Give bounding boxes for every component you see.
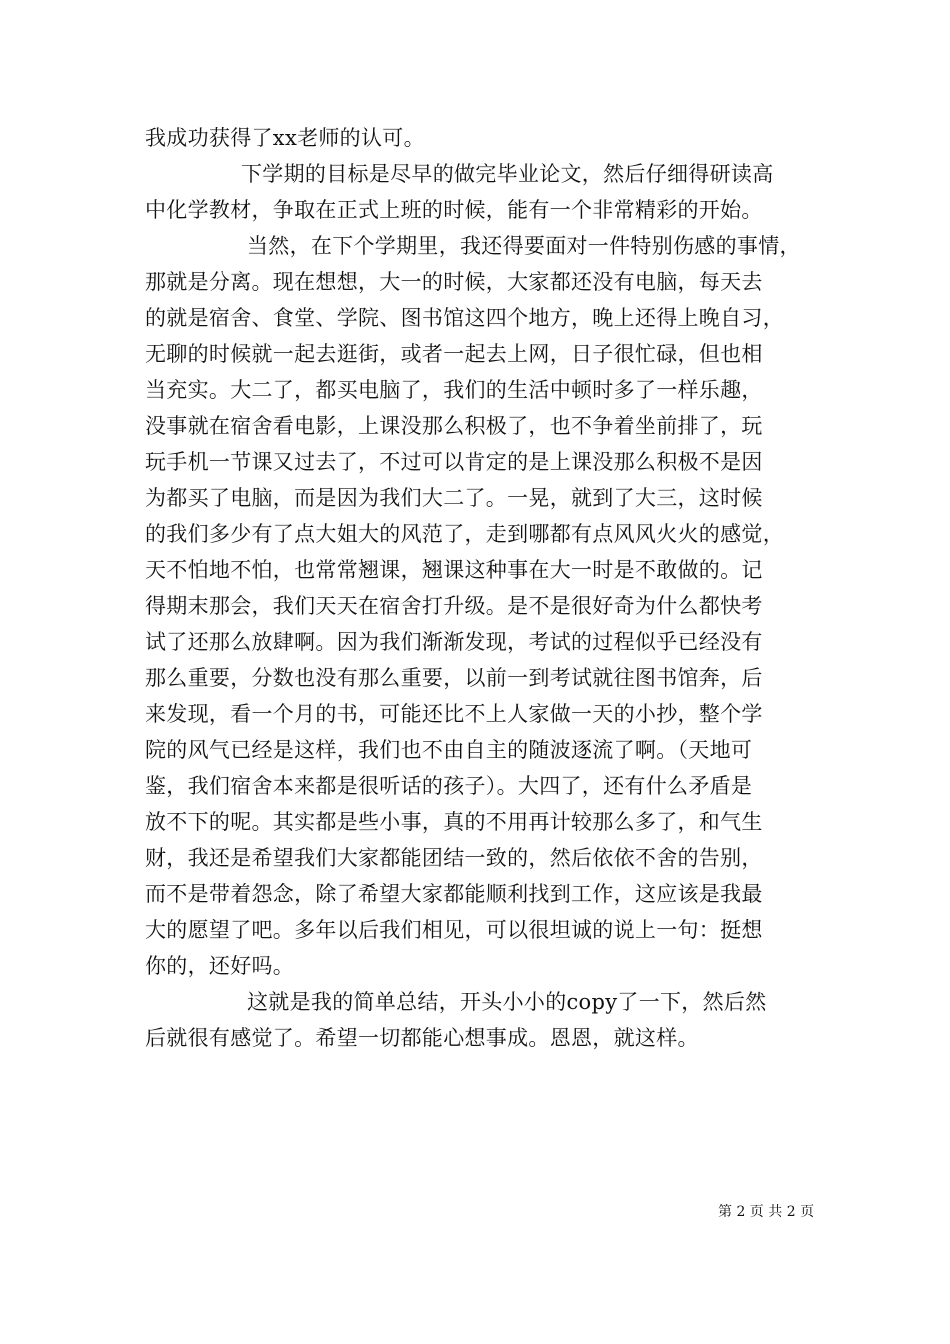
paragraph-start-line: 当然，在下个学期里，我还得要面对一件特别伤感的事情， [247, 234, 801, 258]
text-line: 天不怕地不怕，也常常翘课，翘课这种事在大一时是不敢做的。记 [145, 558, 763, 582]
text-line: 为都买了电脑，而是因为我们大二了。一晃，就到了大三，这时候 [145, 486, 763, 510]
page-number-footer: 第 2 页 共 2 页 [718, 1204, 815, 1220]
text-line: 大的愿望了吧。多年以后我们相见，可以很坦诚的说上一句：挺想 [145, 918, 763, 942]
paragraph-start-line: 这就是我的简单总结，开头小小的copy了一下，然后然 [247, 990, 767, 1014]
text-line: 来发现，看一个月的书，可能还比不上人家做一天的小抄，整个学 [145, 702, 763, 726]
text-line: 当充实。大二了，都买电脑了，我们的生活中顿时多了一样乐趣， [145, 378, 763, 402]
text-line: 你的，还好吗。 [145, 954, 295, 978]
text-line: 没事就在宿舍看电影，上课没那么积极了，也不争着坐前排了，玩 [145, 414, 763, 438]
paragraph-start-line: 下学期的目标是尽早的做完毕业论文，然后仔细得研读高 [241, 162, 774, 186]
text-line: 鉴，我们宿舍本来都是很听话的孩子）。大四了，还有什么矛盾是 [145, 774, 753, 798]
text-line: 无聊的时候就一起去逛街，或者一起去上网，日子很忙碌，但也相 [145, 342, 763, 366]
text-line: 得期末那会，我们天天在宿舍打升级。是不是很好奇为什么都快考 [145, 594, 763, 618]
text-line: 那么重要，分数也没有那么重要，以前一到考试就往图书馆奔，后 [145, 666, 763, 690]
text-line: 院的风气已经是这样，我们也不由自主的随波逐流了啊。（天地可 [145, 738, 753, 762]
text-line: 的我们多少有了点大姐大的风范了，走到哪都有点风风火火的感觉， [145, 522, 784, 546]
text-line: 放不下的呢。其实都是些小事，真的不用再计较那么多了，和气生 [145, 810, 763, 834]
text-line: 后就很有感觉了。希望一切都能心想事成。恩恩，就这样。 [145, 1026, 699, 1050]
text-line: 而不是带着怨念，除了希望大家都能顺利找到工作，这应该是我最 [145, 882, 763, 906]
text-line: 的就是宿舍、食堂、学院、图书馆这四个地方，晚上还得上晚自习， [145, 306, 784, 330]
document-body [145, 120, 815, 1056]
text-line: 试了还那么放肆啊。因为我们渐渐发现，考试的过程似乎已经没有 [145, 630, 763, 654]
text-line: 玩手机一节课又过去了，不过可以肯定的是上课没那么积极不是因 [145, 450, 763, 474]
text-line: 财，我还是希望我们大家都能团结一致的，然后依依不舍的告别， [145, 846, 763, 870]
text-line: 中化学教材，争取在正式上班的时候，能有一个非常精彩的开始。 [145, 198, 763, 222]
text-line: 我成功获得了xx老师的认可。 [145, 126, 425, 150]
text-line: 那就是分离。现在想想，大一的时候，大家都还没有电脑，每天去 [145, 270, 763, 294]
